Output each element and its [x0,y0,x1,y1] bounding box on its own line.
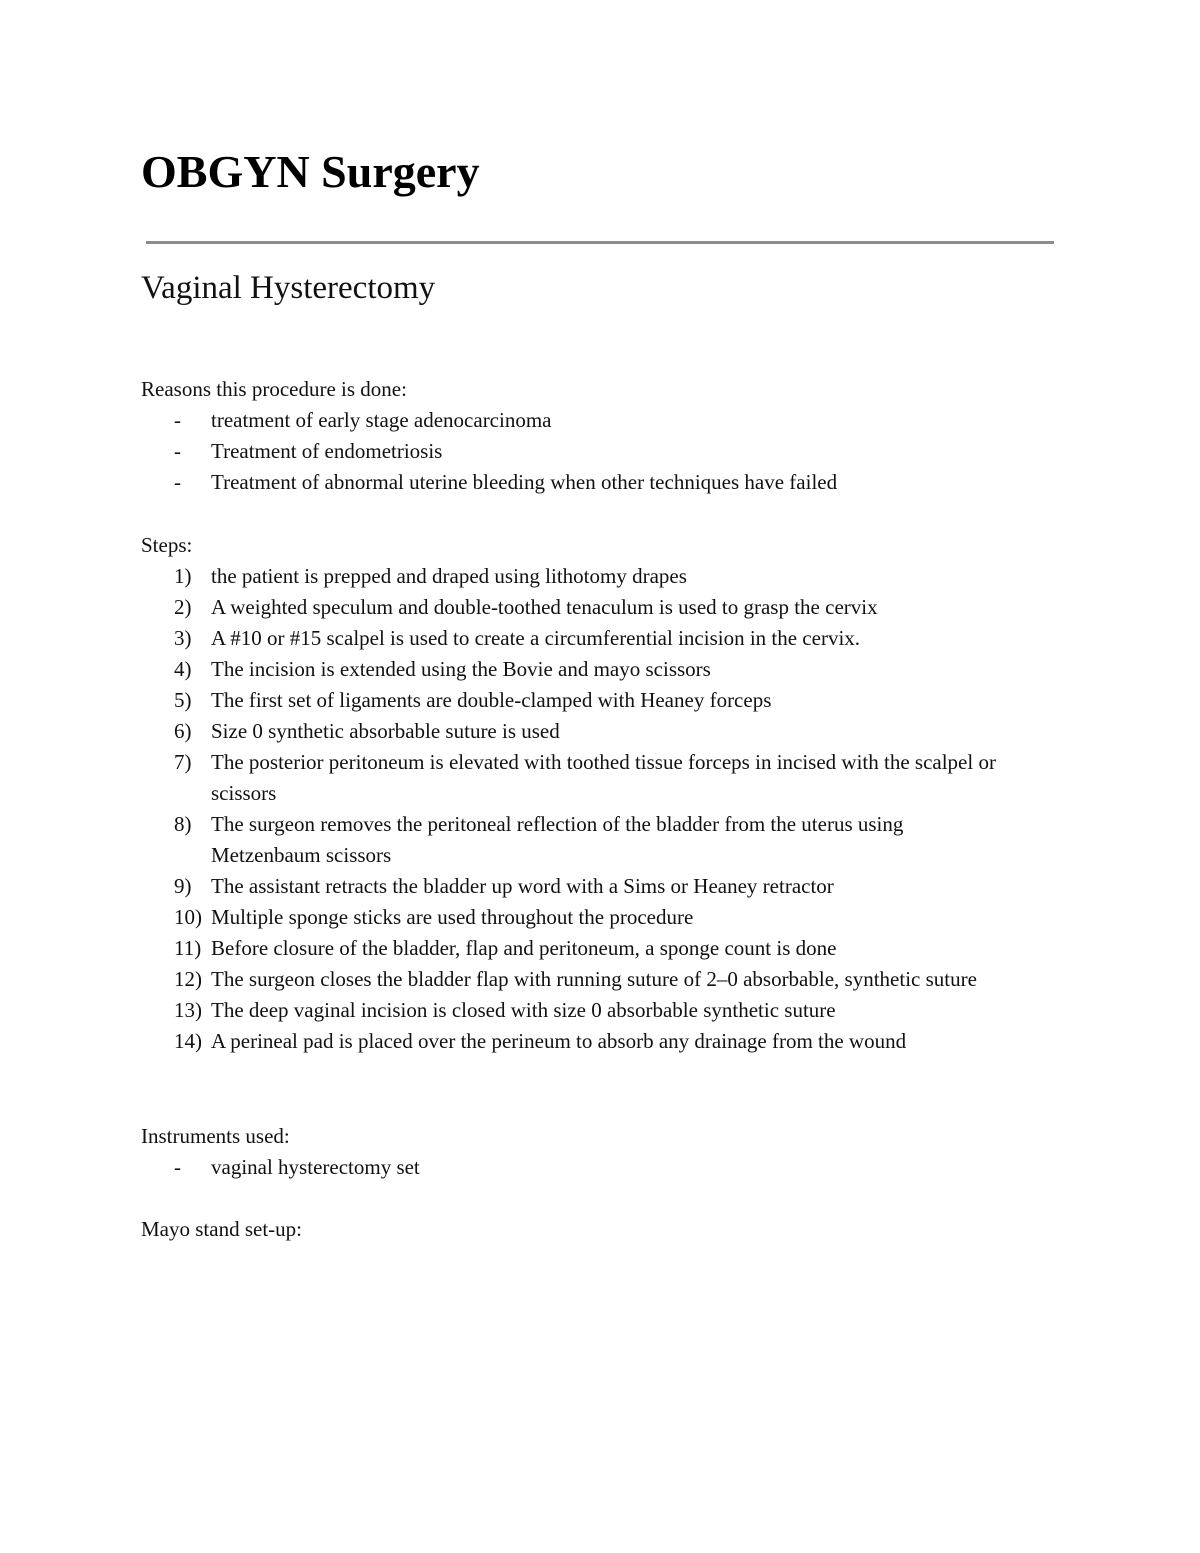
reason-text: Treatment of endometriosis [211,439,443,463]
step-text: The deep vaginal incision is closed with size 0 absorbable synthetic suture [211,998,836,1022]
step-item [141,561,1011,592]
step-text: Multiple sponge sticks are used throughout the procedure [211,905,694,929]
step-item [141,809,1011,871]
steps-label: Steps: [141,533,193,557]
step-number: 2) [174,595,192,619]
mayo-label: Mayo stand set-up: [141,1217,302,1241]
instruments-label: Instruments used: [141,1124,290,1148]
step-text: A weighted speculum and double-toothed tenaculum is used to grasp the cervix [211,595,878,619]
step-item [141,933,1011,964]
step-item [141,592,1011,623]
step-text: The surgeon closes the bladder flap with running suture of 2–0 absorbable, synthetic suture [211,967,977,991]
reason-text: Treatment of abnormal uterine bleeding when other techniques have failed [211,470,838,494]
title-divider [146,241,1054,244]
step-number: 5) [174,688,192,712]
step-number: 12) [174,967,202,991]
step-number: 3) [174,626,192,650]
step-number: 8) [174,812,192,836]
document-title: OBGYN Surgery [141,146,480,197]
step-item [141,623,1011,654]
step-number: 1) [174,564,192,588]
reason-item [141,405,837,436]
list-dash-marker: - [174,1155,181,1179]
step-text: The surgeon removes the peritoneal reflection of the bladder from the uterus using Metzenbaum scissors [211,812,904,867]
list-dash-marker: - [174,439,181,463]
step-text: The first set of ligaments are double-clamped with Heaney forceps [211,688,772,712]
step-number: 10) [174,905,202,929]
reasons-label: Reasons this procedure is done: [141,377,407,401]
step-number: 9) [174,874,192,898]
section-heading: Vaginal Hysterectomy [141,270,436,306]
reason-text: treatment of early stage adenocarcinoma [211,408,552,432]
step-item [141,1026,1011,1057]
reasons-list [141,405,837,498]
step-text: The incision is extended using the Bovie and mayo scissors [211,657,711,681]
step-number: 7) [174,750,192,774]
step-text: The assistant retracts the bladder up word with a Sims or Heaney retractor [211,874,834,898]
mayo-block [141,1214,302,1245]
reason-item [141,467,837,498]
step-text: The posterior peritoneum is elevated with toothed tissue forceps in incised with the scalpel or scissors [211,750,996,805]
instruments-block [141,1121,420,1183]
instrument-text: vaginal hysterectomy set [211,1155,420,1179]
step-text: A perineal pad is placed over the perineum to absorb any drainage from the wound [211,1029,907,1053]
step-item [141,871,1011,902]
step-item [141,964,1011,995]
step-text: Size 0 synthetic absorbable suture is used [211,719,560,743]
step-number: 13) [174,998,202,1022]
step-item [141,995,1011,1026]
steps-block [141,530,1011,1057]
step-item [141,716,1011,747]
step-number: 14) [174,1029,202,1053]
instruments-list [141,1152,420,1183]
reason-item [141,436,837,467]
reasons-block [141,374,837,498]
list-dash-marker: - [174,408,181,432]
step-number: 11) [174,936,202,960]
step-text: the patient is prepped and draped using lithotomy drapes [211,564,687,588]
step-item [141,747,1011,809]
step-item [141,654,1011,685]
instrument-item [141,1152,420,1183]
step-number: 6) [174,719,192,743]
step-item [141,685,1011,716]
step-text: Before closure of the bladder, flap and peritoneum, a sponge count is done [211,936,837,960]
list-dash-marker: - [174,470,181,494]
step-number: 4) [174,657,192,681]
step-item [141,902,1011,933]
step-text: A #10 or #15 scalpel is used to create a circumferential incision in the cervix. [211,626,861,650]
steps-list [141,561,1011,1057]
